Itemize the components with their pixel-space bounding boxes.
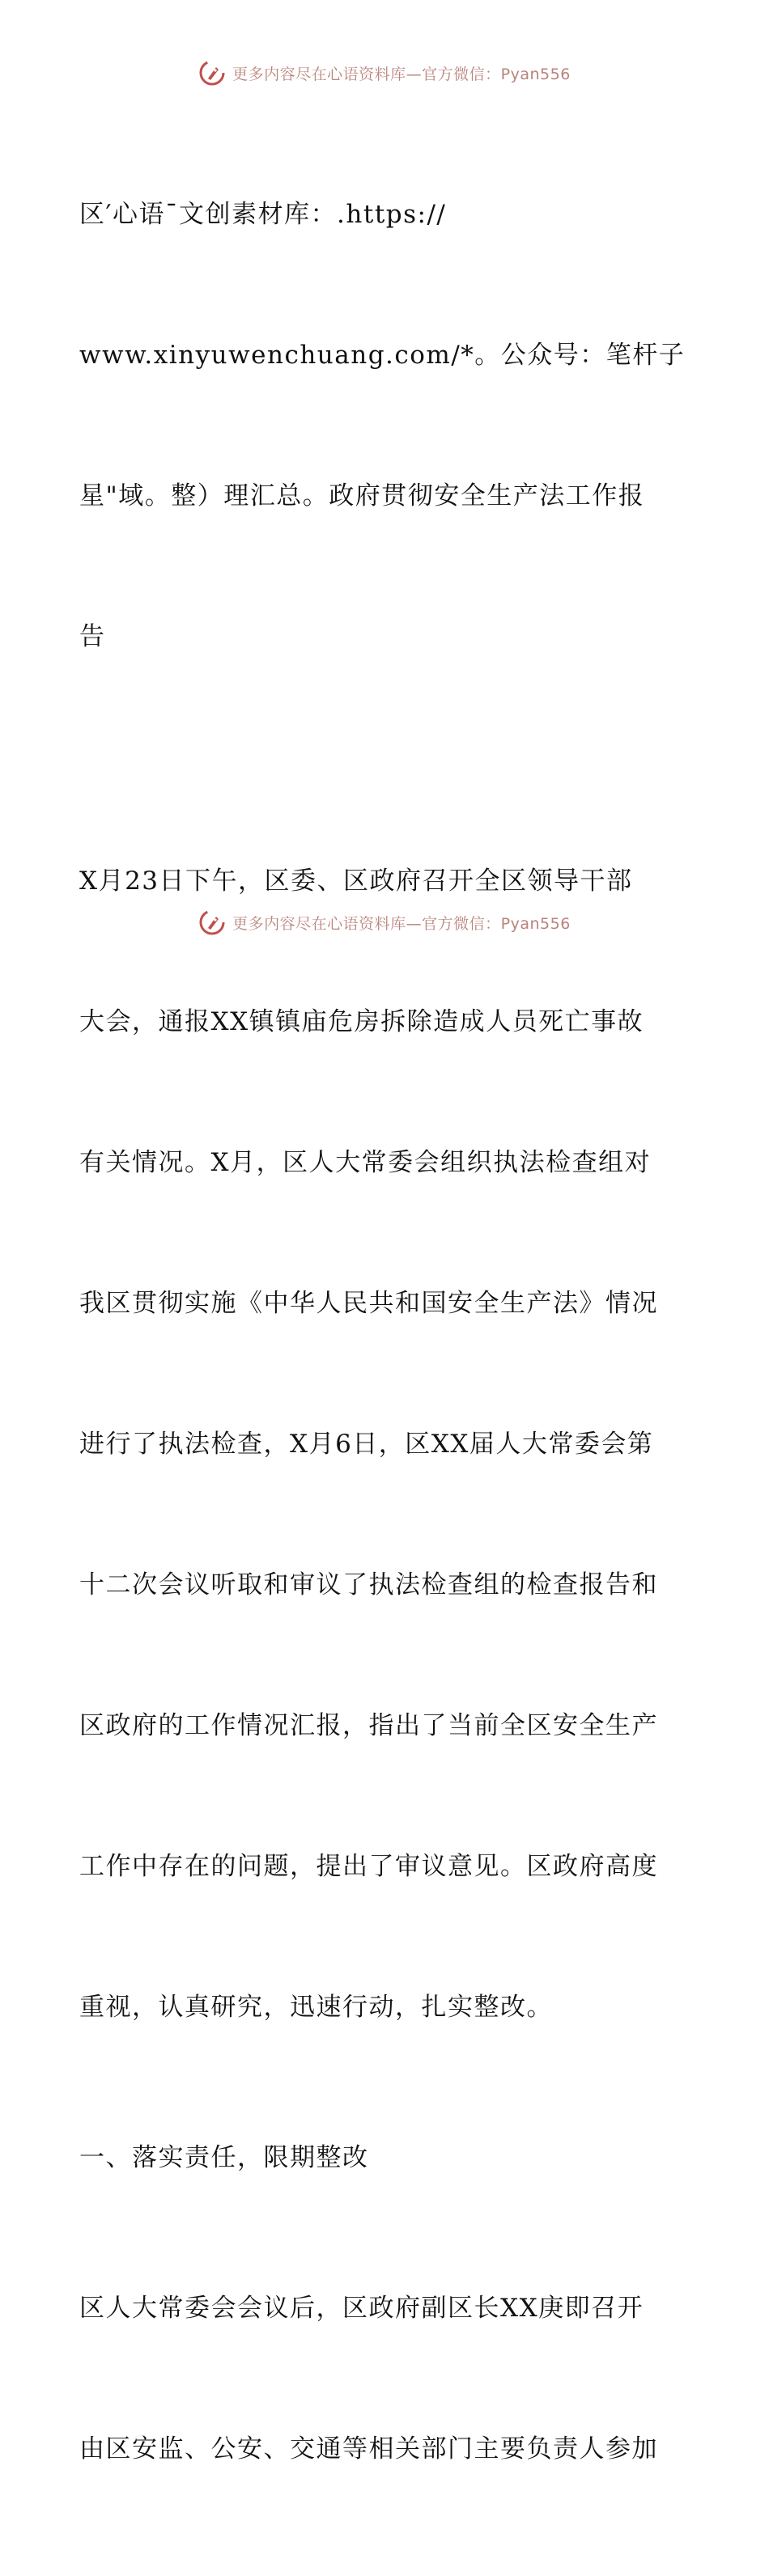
text-line: www.xinyuwenchuang.com/*。公众号：笔杆子 (79, 341, 686, 370)
text-line: 大会，通报XX镇镇庙危房拆除造成人员死亡事故 (79, 1007, 644, 1036)
text-line: 我区贯彻实施《中华人民共和国安全生产法》情况 (79, 1289, 658, 1318)
text-line: 区人大常委会会议后，区政府副区长XX庚即召开 (79, 2294, 644, 2323)
intro-paragraph (79, 97, 695, 754)
document-body (79, 97, 695, 2576)
text-line: 十二次会议听取和审议了执法检查组的检查报告和 (79, 1570, 658, 1599)
text-line: 星"域。整）理汇总。政府贯彻安全生产法工作报 (79, 481, 645, 511)
banner-text: 更多内容尽在心语资料库—官方微信：Pyan556 (232, 65, 571, 83)
section-heading-1: 一、落实责任，限期整改 (79, 2143, 369, 2172)
text-line: 工作中存在的问题，提出了审议意见。区政府高度 (79, 1852, 658, 1881)
text-line: 有关情况。X月，区人大常委会组织执法检查组对 (79, 1148, 652, 1177)
text-line: 由区安监、公安、交通等相关部门主要负责人参加 (79, 2434, 658, 2464)
pen-nib-swirl-icon (198, 909, 226, 936)
header-banner (0, 58, 769, 87)
text-line: 重视，认真研究，迅速行动，扎实整改。 (79, 1993, 553, 2022)
pen-nib-swirl-icon (198, 59, 226, 87)
text-line: X月23日下午，区委、区政府召开全区领导干部 (79, 866, 633, 896)
text-line: 告 (79, 622, 106, 651)
footer-banner (0, 908, 769, 937)
banner-text: 更多内容尽在心语资料库—官方微信：Pyan556 (232, 914, 571, 933)
body-paragraph-2 (79, 2191, 695, 2566)
text-line: 区政府的工作情况汇报，指出了当前全区安全生产 (79, 1711, 658, 1740)
text-line: 进行了执法检查，X月6日，区XX届人大常委会第 (79, 1430, 654, 1459)
body-paragraph-1 (79, 764, 695, 2125)
text-line: 区′心语¯文创素材库：.https:// (79, 200, 447, 229)
